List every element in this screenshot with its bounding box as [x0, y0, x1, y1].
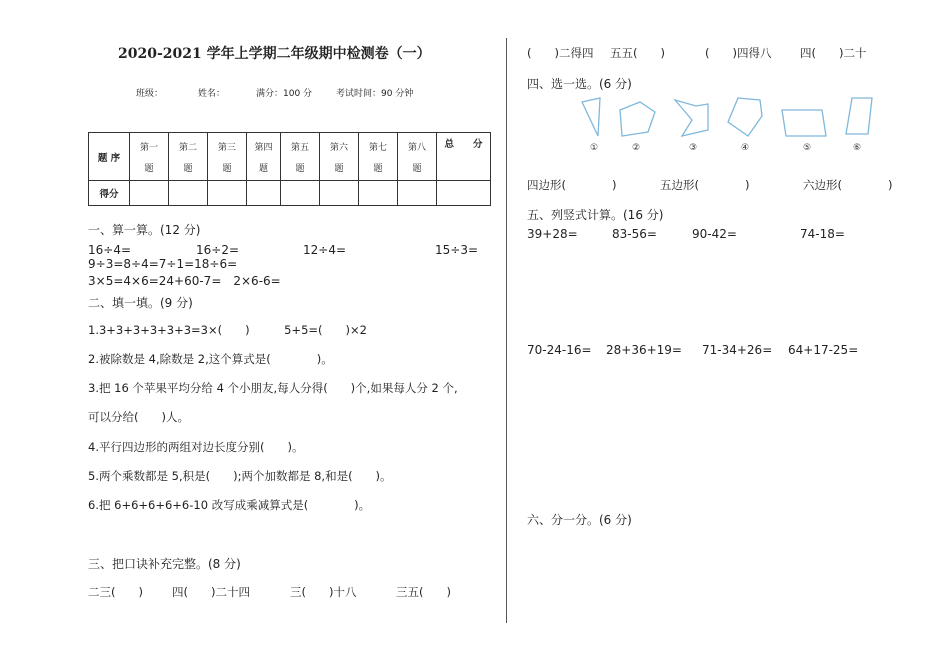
section2-heading: 二、填一填。(9 分): [88, 296, 193, 310]
score-cell[interactable]: [247, 181, 281, 206]
col7-top: 第七: [368, 142, 387, 153]
s1-problem: 16÷4=: [88, 243, 132, 257]
s1-row3: 3×5=4×6=24+60-7= 2×6-6=: [88, 274, 281, 288]
score-cell[interactable]: [169, 181, 208, 206]
section6-heading: 六、分一分。(6 分): [527, 513, 632, 527]
s2-item-4: 4.平行四边形的两组对边长度分别( )。: [88, 440, 304, 454]
col6-bottom: 题: [334, 163, 344, 174]
s3-item: 二三( ): [88, 585, 143, 599]
row-label-score: 得分: [89, 181, 130, 206]
col8-bottom: 题: [412, 163, 422, 174]
s2-item-3: 3.把 16 个苹果平均分给 4 个小朋友,每人分得( )个,如果每人分 2 个,: [88, 381, 458, 395]
col6-top: 第六: [329, 142, 348, 153]
s3-item: 三五( ): [396, 585, 451, 599]
row-label-sequence: 题 序: [89, 133, 130, 181]
shape-label: ③: [689, 143, 698, 153]
s3-item: 四( )二十: [800, 46, 867, 60]
answer-pentagon: 五边形( ): [660, 178, 750, 192]
col4-top: 第四: [254, 142, 273, 153]
s3-item: ( )二得四: [527, 46, 594, 60]
s5-problem: 70-24-16=: [527, 343, 592, 357]
name-label: 姓名：: [198, 89, 226, 99]
full-marks-label: 满分：100 分: [256, 89, 313, 99]
col4-bottom: 题: [258, 163, 268, 174]
column-divider: [506, 38, 507, 623]
s5-problem: 28+36+19=: [606, 343, 682, 357]
s3-item: 四( )二十四: [172, 585, 250, 599]
s1-problem: 15÷3=: [435, 243, 479, 257]
col3-bottom: 题: [222, 163, 232, 174]
score-cell[interactable]: [320, 181, 359, 206]
score-cell[interactable]: [208, 181, 247, 206]
s1-problem: 16÷2=: [196, 243, 240, 257]
col2-top: 第二: [178, 142, 197, 153]
score-cell[interactable]: [359, 181, 398, 206]
shape-5-quadrilateral: [782, 110, 826, 136]
shape-label: ④: [741, 143, 750, 153]
s1-problem: 12÷4=: [303, 243, 347, 257]
s2-item-6: 6.把 6+6+6+6+6-10 改写成乘减算式是( )。: [88, 498, 371, 512]
shape-label: ⑥: [853, 143, 862, 153]
s1-row2: 9÷3=8÷4=7÷1=18÷6=: [88, 257, 238, 271]
col1-top: 第一: [139, 142, 158, 153]
section5-heading: 五、列竖式计算。(16 分): [527, 208, 664, 222]
shapes-figure: [570, 94, 880, 154]
s5-problem: 74-18=: [800, 227, 845, 241]
col1-bottom: 题: [144, 163, 154, 174]
s3-item: 五五( ): [610, 46, 665, 60]
score-cell[interactable]: [130, 181, 169, 206]
shape-6-quadrilateral: [846, 98, 872, 134]
shape-label: ①: [590, 143, 599, 153]
s5-problem: 39+28=: [527, 227, 578, 241]
answer-hexagon: 六边形( ): [803, 178, 893, 192]
section4-heading: 四、选一选。(6 分): [527, 77, 632, 91]
section1-heading: 一、算一算。(12 分): [88, 223, 201, 237]
col2-bottom: 题: [183, 163, 193, 174]
page-title: 2020-2021 学年上学期二年级期中检测卷（一）: [118, 46, 431, 62]
s2-item-1: 1.3+3+3+3+3+3=3×( ) 5+5=( )×2: [88, 323, 367, 337]
score-cell-total[interactable]: [437, 181, 491, 206]
total-header: 总 分: [437, 133, 491, 181]
s3-item: 三( )十八: [290, 585, 357, 599]
shape-label: ②: [632, 143, 641, 153]
s5-problem: 64+17-25=: [788, 343, 859, 357]
shape-label: ⑤: [803, 143, 812, 153]
exam-time-label: 考试时间：90 分钟: [336, 89, 414, 99]
score-table: [88, 132, 491, 206]
col5-top: 第五: [290, 142, 309, 153]
col8-top: 第八: [407, 142, 426, 153]
s2-item-2: 2.被除数是 4,除数是 2,这个算式是( )。: [88, 352, 333, 366]
score-cell[interactable]: [398, 181, 437, 206]
score-cell[interactable]: [281, 181, 320, 206]
s2-item-5: 5.两个乘数都是 5,积是( );两个加数都是 8,和是( )。: [88, 469, 392, 483]
answer-quadrilateral: 四边形( ): [527, 178, 617, 192]
shape-1-quadrilateral: [582, 98, 600, 136]
s3-item: ( )四得八: [705, 46, 772, 60]
shape-2-pentagon: [620, 102, 655, 136]
col7-bottom: 题: [373, 163, 383, 174]
shape-4-pentagon: [728, 98, 762, 136]
col5-bottom: 题: [295, 163, 305, 174]
s5-problem: 71-34+26=: [702, 343, 773, 357]
s2-item-3-cont: 可以分给( )人。: [88, 410, 189, 424]
class-label: 班级：: [136, 89, 164, 99]
shape-3-hexagon: [675, 100, 708, 136]
s5-problem: 83-56=: [612, 227, 657, 241]
s5-problem: 90-42=: [692, 227, 737, 241]
col3-top: 第三: [217, 142, 236, 153]
section3-heading: 三、把口诀补充完整。(8 分): [88, 557, 241, 571]
